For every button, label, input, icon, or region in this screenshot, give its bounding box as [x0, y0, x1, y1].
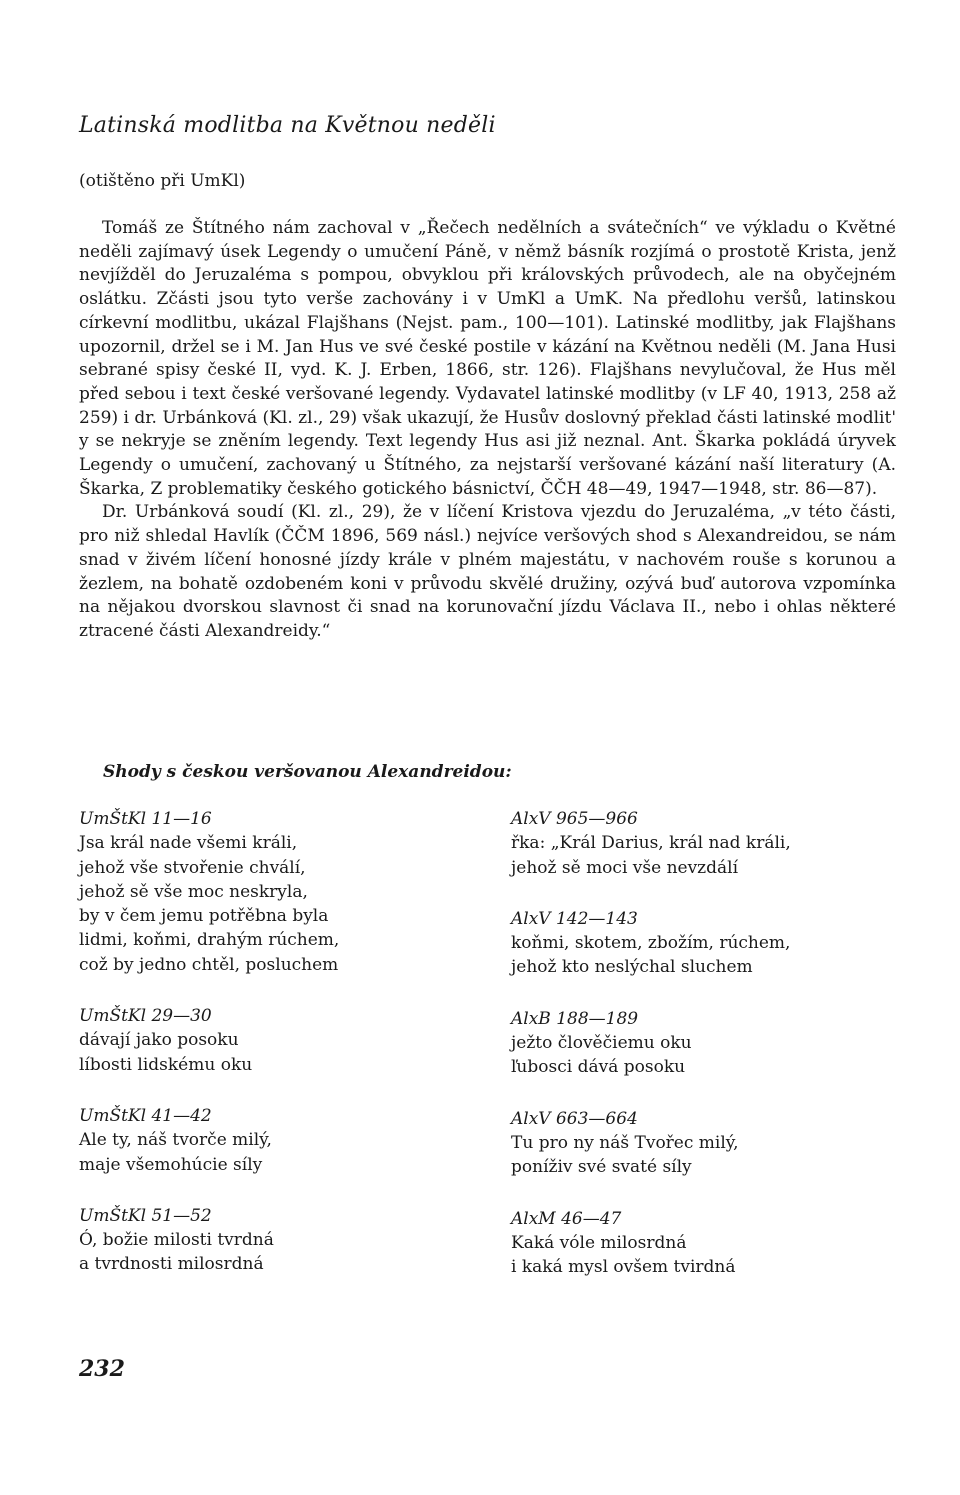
verse-line: Ale ty, náš tvorče milý, [79, 1130, 272, 1151]
verse-line: jehož vše stvořenie chválí, [79, 857, 306, 878]
verse-reference: UmŠtKl 11—16 [79, 809, 212, 829]
verse-line: řka: „Král Darius, král nad králi, [511, 833, 791, 854]
verse-group [79, 807, 479, 977]
verse-group [79, 1204, 479, 1277]
paragraph: Dr. Urbánková soudí (Kl. zl., 29), že v líčení Kristova vjezdu do Jeruzaléma, „v této části, pro niž shledal Havlík (ČČM 1896, 569 násl.) nejvíce veršových shod s Alexandreidou, se nám snad v živém líčení honosné jízdy krále v plném majestátu, v nachovém rouše s korunou a žezlem, na bohatě ozdobeném koni v průvodu skvělé družiny, ozývá buď autorova vzpomínka na nějakou dvorskou slavnost či snad na korunovační jízdu Václava II., nebo i ohlas některé ztracené části Alexandreidy.“ [79, 502, 896, 641]
verse-reference: AlxV 142—143 [511, 908, 638, 929]
verse-line: poníživ své svaté síly [511, 1157, 692, 1178]
verse-line: lidmi, koňmi, drahým rúchem, [79, 930, 340, 951]
verse-line: líbosti lidskému oku [79, 1054, 253, 1075]
verse-group [511, 1107, 911, 1180]
verse-reference: UmŠtKl 29—30 [79, 1006, 212, 1027]
verse-line: jehož sě vše moc neskryla, [79, 881, 308, 902]
verse-group [511, 1007, 911, 1080]
verse-line: Kaká vóle milosrdná [511, 1232, 687, 1253]
verse-reference: UmŠtKl 41—42 [79, 1105, 212, 1126]
verse-line: Jsa král nade všemi králi, [79, 833, 298, 854]
verse-line: jehož kto neslýchal sluchem [511, 957, 753, 978]
verse-group [511, 807, 911, 880]
body-text [79, 217, 896, 644]
verse-line: Tu pro ny náš Tvořec milý, [511, 1132, 739, 1153]
verse-line: Ó, božie milosti tvrdná [79, 1230, 274, 1251]
verse-group [511, 1207, 911, 1280]
verse-reference: AlxV 965—966 [511, 809, 638, 829]
verse-reference: AlxM 46—47 [511, 1208, 622, 1229]
verse-line: ježto člověčiemu oku [511, 1033, 692, 1054]
comparison-heading: Shody s českou veršovanou Alexandreidou: [103, 762, 512, 782]
verse-line: ľubosci dává posoku [511, 1057, 686, 1078]
verse-line: i kaká mysl ovšem tvirdná [511, 1257, 736, 1278]
verse-group [511, 907, 911, 980]
verse-line: jehož sě moci vše nevzdálí [511, 857, 739, 878]
verse-line: a tvrdnosti milosrdná [79, 1254, 264, 1275]
verse-line: dávají jako posoku [79, 1030, 239, 1051]
left-column-umstkl [79, 807, 479, 1304]
verse-reference: UmŠtKl 51—52 [79, 1205, 212, 1226]
verse-group [79, 1104, 479, 1177]
right-column-alexandreida [511, 807, 911, 1306]
verse-reference: AlxB 188—189 [511, 1008, 639, 1029]
section-subtitle: (otištěno při UmKl) [79, 171, 246, 191]
verse-line: maje všemohúcie síly [79, 1154, 263, 1175]
verse-reference: AlxV 663—664 [511, 1108, 638, 1129]
verse-line: koňmi, skotem, zbožím, rúchem, [511, 933, 791, 954]
verse-line: což by jedno chtěl, posluchem [79, 954, 339, 975]
page-number: 232 [79, 1356, 125, 1382]
verse-group [79, 1004, 479, 1077]
section-title: Latinská modlitba na Květnou neděli [79, 113, 496, 138]
verse-line: by v čem jemu potřěbna byla [79, 906, 329, 927]
paragraph: Tomáš ze Štítného nám zachoval v „Řečech nedělních a svátečních“ ve výkladu o Květné neděli zajímavý úsek Legendy o umučení Páně, v němž básník rozjímá o prostotě Krista, jenž nevjížděl do Jeruzaléma s pompou, obvyklou při královských průvodech, ale na obyčejném oslátku. Zčásti jsou tyto verše zachovány i v UmKl a UmK. Na předlohu veršů, latinskou církevní modlitbu, ukázal Flajšhans (Nejst. pam., 100—101). Latinské modlitby, jak Flajšhans upozornil, držel se i M. Jan Hus ve své české postile v kázání na Květnou neděli (M. Jana Husi sebrané spisy české II, vyd. K. J. Erben, 1866, str. 126). Flajšhans nevylučoval, že Hus měl před sebou i text české veršované legendy. Vydavatel latinské modlitby (v LF 40, 1913, 258 až 259) i dr. Urbánková (Kl. zl., 29) však ukazují, že Husův doslovný překlad části latinské modlit' y se nekryje se zněním legendy. Text legendy Hus asi již neznal. Ant. Škarka pokládá úryvek Legendy o umučení, zachovaný u Štítného, za nejstarší veršované kázání naší literatury (A. Škarka, Z problematiky českého gotického básnictví, ČČH 48—49, 1947—1948, str. 86—87). [79, 218, 896, 499]
